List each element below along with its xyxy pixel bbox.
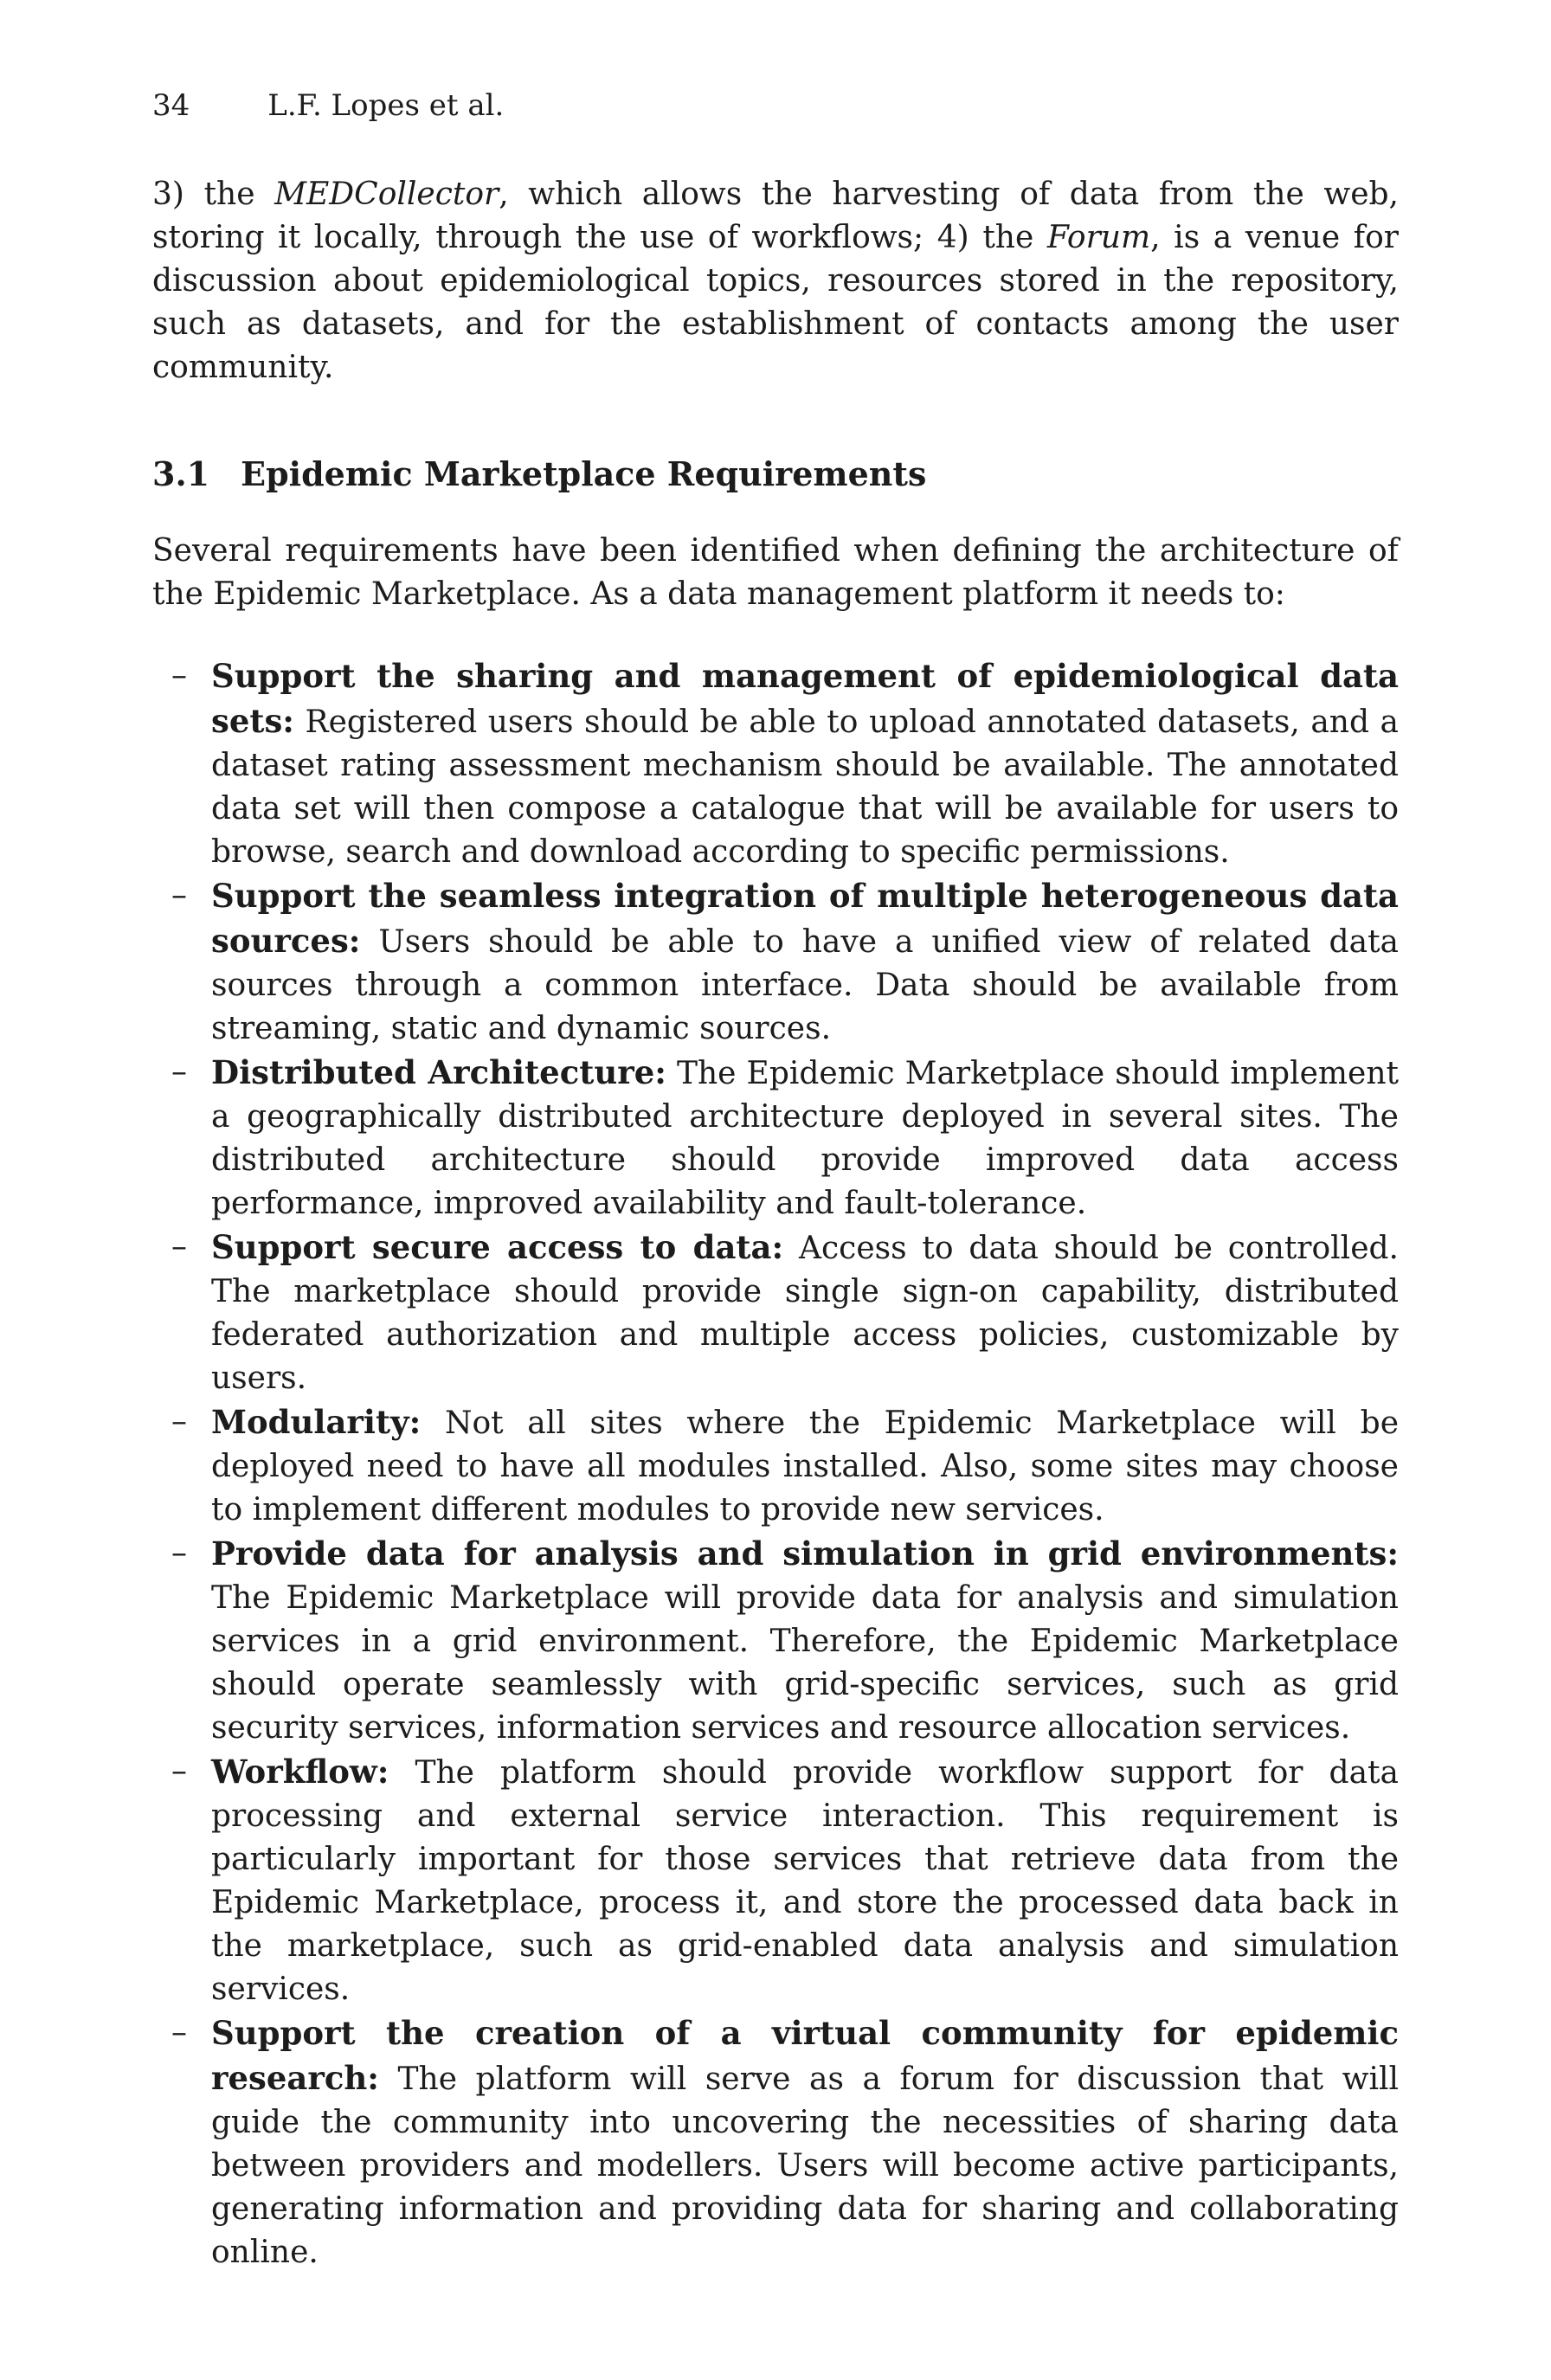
requirement-text: Registered users should be able to upload annotated datasets, and a dataset rating assessment mechanism should be available. The annotated data set will then compose a catalogue that will be available for users to browse, search and download according to specific permissions. <box>211 704 1399 870</box>
list-item <box>152 654 1399 874</box>
requirement-body <box>211 2011 1399 2274</box>
intro-text-3: , is a venue for discussion about epidemiological topics, resources stored in the repository, such as datasets, and for the establishment of contacts among the user community. <box>152 220 1399 385</box>
list-bullet: – <box>171 658 187 693</box>
list-item <box>152 1225 1399 1400</box>
requirement-text: The platform should provide workflow support for data processing and external service interaction. This requirement is particularly important for those services that retrieve data from the Epidemic Marketplace, process it, and store the processed data back in the marketplace, such as grid-enabled data analysis and simulation services. <box>211 1755 1399 2007</box>
list-item <box>152 1532 1399 1750</box>
requirement-body <box>211 1532 1399 1750</box>
running-authors: L.F. Lopes et al. <box>267 88 505 123</box>
list-bullet: – <box>171 1054 187 1090</box>
list-bullet: – <box>171 1404 187 1439</box>
intro-text-1: 3) the <box>152 177 275 212</box>
requirement-text: The Epidemic Marketplace should implement a geographically distributed architecture deployed in several sites. The distributed architecture should provide improved data access performance, improved availability and fault-tolerance. <box>211 1056 1399 1221</box>
list-bullet: – <box>171 1229 187 1264</box>
requirement-body <box>211 874 1399 1051</box>
list-bullet: – <box>171 1753 187 1789</box>
intro-text-2: , which allows the harvesting of data from the web, storing it locally, through the use of workflows; 4) the <box>152 177 1399 255</box>
page-number: 34 <box>152 88 190 123</box>
requirement-body <box>211 1051 1399 1225</box>
requirement-title: Support secure access to data: <box>211 1228 784 1266</box>
list-item <box>152 2011 1399 2274</box>
requirement-body <box>211 654 1399 874</box>
requirement-title: Support the seamless integration of multiple heterogeneous data sources: <box>211 877 1399 960</box>
list-item <box>152 1400 1399 1532</box>
list-bullet: – <box>171 1535 187 1571</box>
requirement-text: Users should be able to have a unified view of related data sources through a common interface. Data should be available from streaming, static and dynamic sources. <box>211 924 1399 1046</box>
list-item <box>152 874 1399 1051</box>
list-item <box>152 1750 1399 2011</box>
requirement-text: Access to data should be controlled. The marketplace should provide single sign-on capability, distributed federated authorization and multiple access policies, customizable by users. <box>211 1231 1399 1396</box>
section-number: 3.1 <box>152 454 210 493</box>
requirement-body <box>211 1225 1399 1400</box>
requirement-title: Modularity: <box>211 1403 422 1441</box>
medcollector-term: MEDCollector <box>274 177 499 212</box>
requirement-body <box>211 1400 1399 1532</box>
intro-paragraph <box>152 173 1399 389</box>
section-heading <box>152 452 1399 497</box>
list-bullet: – <box>171 2015 187 2050</box>
list-bullet: – <box>171 878 187 913</box>
page <box>152 87 1399 2337</box>
requirements-list <box>152 654 1399 2274</box>
section-intro-paragraph: Several requirements have been identified when defining the architecture of the Epidemic Marketplace. As a data management platform it needs to: <box>152 533 1399 612</box>
requirement-text: Not all sites where the Epidemic Marketplace will be deployed need to have all modules installed. Also, some sites may choose to implement different modules to provide new services. <box>211 1405 1399 1528</box>
running-header <box>152 87 1399 125</box>
section-title: Epidemic Marketplace Requirements <box>241 454 927 493</box>
list-item <box>152 1051 1399 1225</box>
requirement-title: Support the sharing and management of epidemiological data sets: <box>211 657 1399 740</box>
requirement-text: The Epidemic Marketplace will provide data for analysis and simulation services in a grid environment. Therefore, the Epidemic Marketplace should operate seamlessly with grid-specific services, such as grid security services, information services and resource allocation services. <box>211 1580 1399 1746</box>
requirement-title: Workflow: <box>211 1753 389 1791</box>
requirement-body <box>211 1750 1399 2011</box>
forum-term: Forum <box>1046 220 1151 255</box>
requirement-text: The platform will serve as a forum for discussion that will guide the community into uncovering the necessities of sharing data between providers and modellers. Users will become active participants, generating information and providing data for sharing and collaborating online. <box>211 2062 1399 2270</box>
requirement-title: Support the creation of a virtual community for epidemic research: <box>211 2014 1399 2097</box>
requirement-title: Provide data for analysis and simulation in grid environments: <box>211 1534 1399 1573</box>
requirement-title: Distributed Architecture: <box>211 1053 666 1091</box>
